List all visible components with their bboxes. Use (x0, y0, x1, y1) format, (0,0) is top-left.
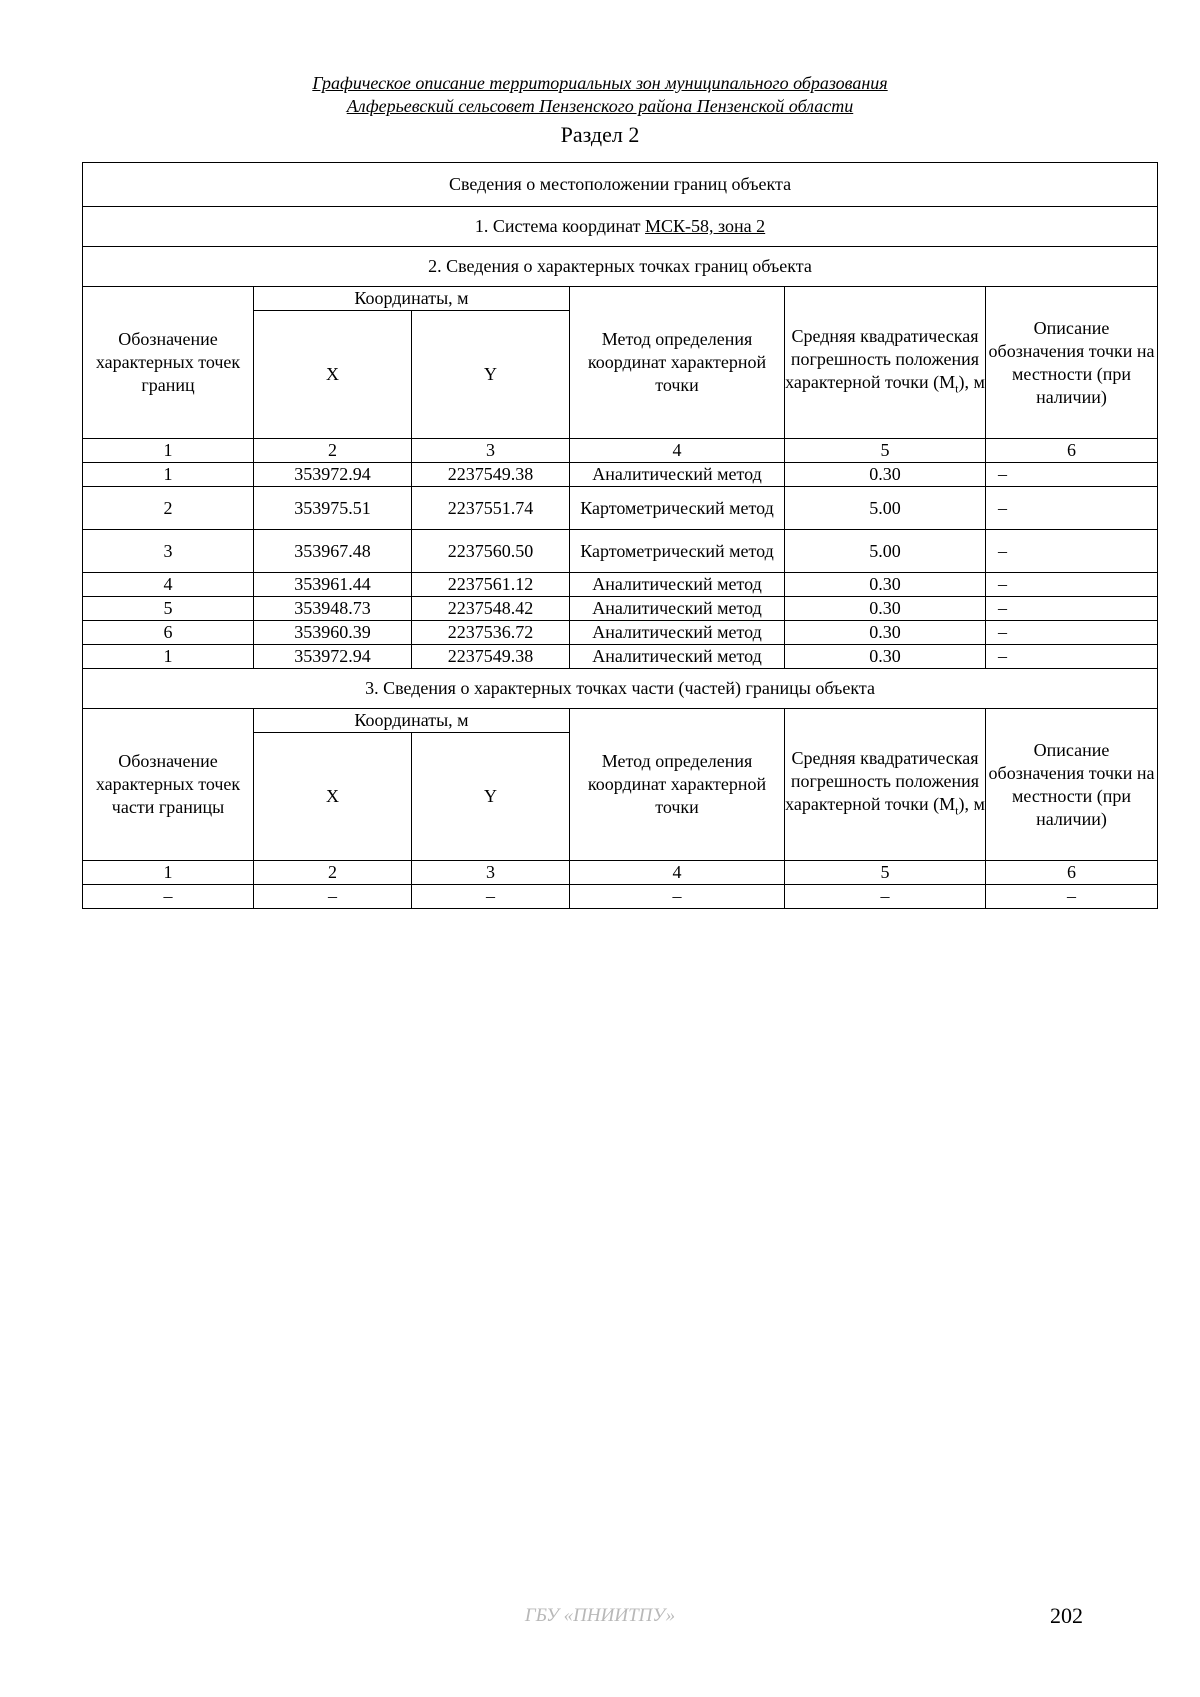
document-header (0, 72, 1200, 150)
cell-y: 2237548.42 (412, 597, 570, 621)
column-number: 1 (83, 439, 254, 463)
section2-title: 2. Сведения о характерных точках границ объекта (83, 247, 1158, 287)
footer-organization: ГБУ «ПНИИТПУ» (524, 1605, 676, 1626)
cell-error: 0.30 (785, 645, 986, 669)
header-line-1: Графическое описание территориальных зон муниципального образования (312, 73, 888, 93)
header-description: Описание обозначения точки на местности (при наличии) (986, 287, 1158, 439)
header-x: X (254, 733, 412, 861)
coord-system-label: 1. Система координат (474, 216, 646, 236)
header-point-designation-part: Обозначение характерных точек части границы (83, 709, 254, 861)
table-row (83, 573, 1158, 597)
table-row (83, 645, 1158, 669)
column-number: 2 (254, 439, 412, 463)
column-number: 2 (254, 861, 412, 885)
cell-y: 2237536.72 (412, 621, 570, 645)
header-y: Y (412, 311, 570, 439)
table-title: Сведения о местоположении границ объекта (83, 163, 1158, 207)
header-x: X (254, 311, 412, 439)
cell-part-error: – (785, 885, 986, 909)
table-row (83, 530, 1158, 573)
points-body (83, 463, 1158, 669)
cell-y: 2237560.50 (412, 530, 570, 573)
cell-error: 5.00 (785, 530, 986, 573)
cell-x: 353948.73 (254, 597, 412, 621)
header-coordinates: Координаты, м (254, 287, 570, 311)
header-coordinates: Координаты, м (254, 709, 570, 733)
header-method: Метод определения координат характерной точки (570, 709, 785, 861)
cell-x: 353967.48 (254, 530, 412, 573)
cell-description: – (986, 463, 1158, 487)
cell-y: 2237551.74 (412, 487, 570, 530)
cell-x: 353975.51 (254, 487, 412, 530)
column-number: 3 (412, 439, 570, 463)
coord-system-row (83, 207, 1158, 247)
cell-part-description: – (986, 885, 1158, 909)
cell-x: 353972.94 (254, 463, 412, 487)
column-number: 4 (570, 439, 785, 463)
cell-y: 2237549.38 (412, 463, 570, 487)
table-row (83, 597, 1158, 621)
cell-error: 5.00 (785, 487, 986, 530)
header-error-text: Средняя квадратическая погрешность положения характерной точки (M (785, 325, 980, 392)
cell-description: – (986, 621, 1158, 645)
column-number: 6 (986, 861, 1158, 885)
header-error (785, 709, 986, 861)
column-number: 3 (412, 861, 570, 885)
cell-part-y: – (412, 885, 570, 909)
cell-description: – (986, 487, 1158, 530)
cell-y: 2237549.38 (412, 645, 570, 669)
header-point-designation: Обозначение характерных точек границ (83, 287, 254, 439)
cell-point: 6 (83, 621, 254, 645)
cell-error: 0.30 (785, 597, 986, 621)
header-error (785, 287, 986, 439)
table-row (83, 487, 1158, 530)
cell-point: 1 (83, 645, 254, 669)
cell-point: 5 (83, 597, 254, 621)
header-error-text: Средняя квадратическая погрешность положения характерной точки (M (785, 747, 980, 814)
cell-method: Аналитический метод (570, 573, 785, 597)
cell-method: Аналитический метод (570, 597, 785, 621)
cell-error: 0.30 (785, 463, 986, 487)
cell-description: – (986, 645, 1158, 669)
column-number: 6 (986, 439, 1158, 463)
header-error-suffix: ), м (958, 793, 985, 814)
boundary-table (82, 162, 1158, 909)
column-number: 5 (785, 439, 986, 463)
column-number: 5 (785, 861, 986, 885)
column-numbers-row (83, 861, 1158, 885)
cell-description: – (986, 530, 1158, 573)
page-number: 202 (1050, 1603, 1083, 1628)
cell-y: 2237561.12 (412, 573, 570, 597)
header-error-subscript: t (955, 803, 959, 818)
cell-description: – (986, 573, 1158, 597)
cell-x: 353960.39 (254, 621, 412, 645)
cell-error: 0.30 (785, 621, 986, 645)
coord-system-value: МСК-58, зона 2 (645, 216, 766, 236)
table-row (83, 463, 1158, 487)
cell-point: 4 (83, 573, 254, 597)
cell-x: 353961.44 (254, 573, 412, 597)
header-error-suffix: ), м (958, 371, 985, 392)
header-error-subscript: t (955, 381, 959, 396)
cell-description: – (986, 597, 1158, 621)
header-description: Описание обозначения точки на местности (при наличии) (986, 709, 1158, 861)
cell-method: Аналитический метод (570, 621, 785, 645)
cell-method: Аналитический метод (570, 463, 785, 487)
header-method: Метод определения координат характерной точки (570, 287, 785, 439)
column-number: 4 (570, 861, 785, 885)
header-y: Y (412, 733, 570, 861)
cell-part-x: – (254, 885, 412, 909)
table-row (83, 621, 1158, 645)
cell-method: Картометрический метод (570, 530, 785, 573)
section-title: Раздел 2 (560, 122, 640, 147)
cell-point: 1 (83, 463, 254, 487)
section3-title: 3. Сведения о характерных точках части (частей) границы объекта (83, 669, 1158, 709)
column-number: 1 (83, 861, 254, 885)
cell-point: 3 (83, 530, 254, 573)
cell-x: 353972.94 (254, 645, 412, 669)
header-line-2: Алферьевский сельсовет Пензенского района Пензенской области (346, 96, 854, 116)
cell-method: Картометрический метод (570, 487, 785, 530)
part-table-row (83, 885, 1158, 909)
cell-part-point: – (83, 885, 254, 909)
cell-method: Аналитический метод (570, 645, 785, 669)
cell-part-method: – (570, 885, 785, 909)
cell-point: 2 (83, 487, 254, 530)
cell-error: 0.30 (785, 573, 986, 597)
column-numbers-row (83, 439, 1158, 463)
